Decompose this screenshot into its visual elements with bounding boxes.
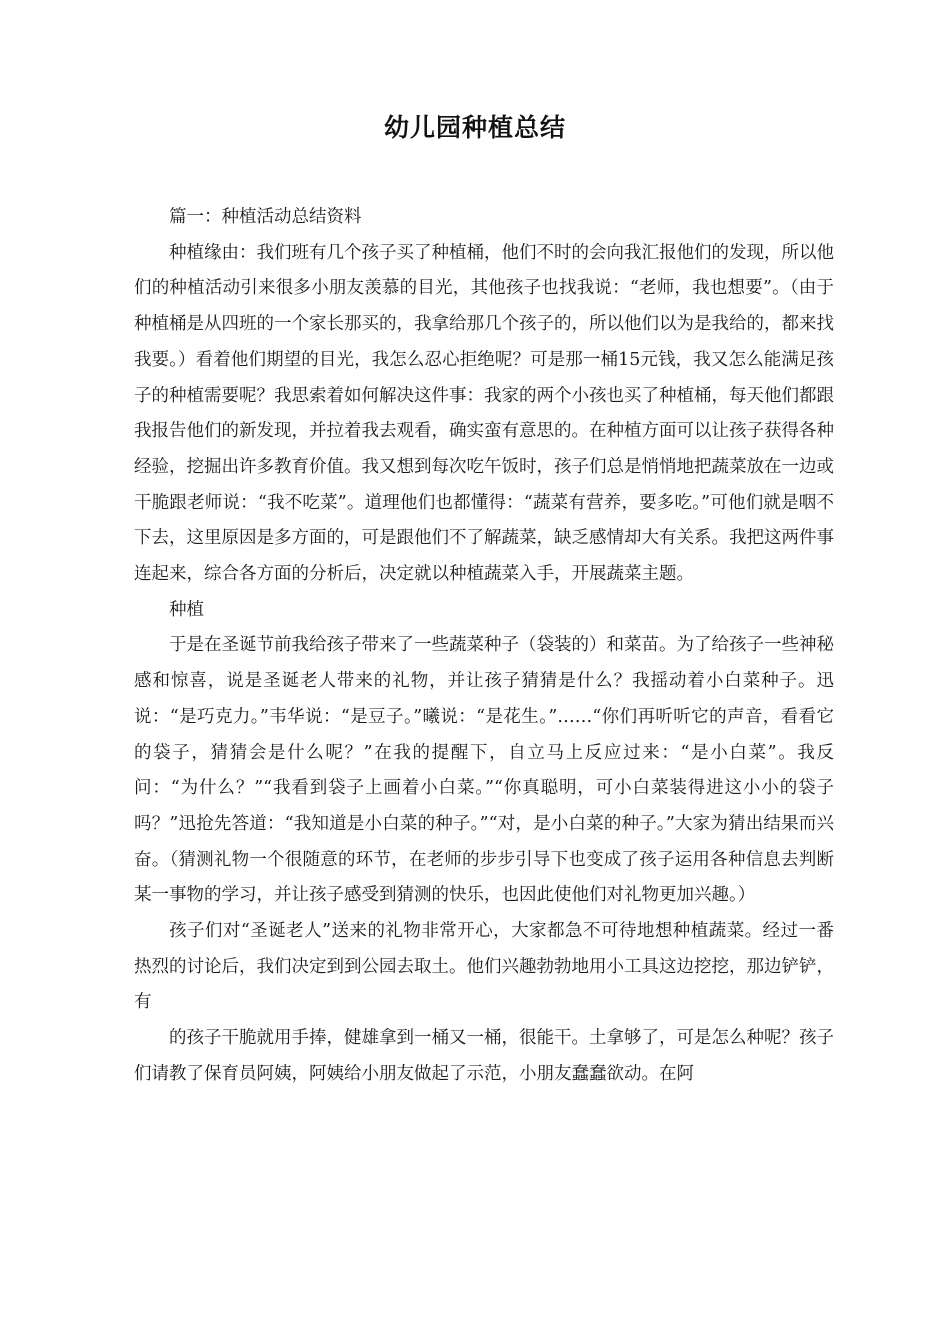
paragraph: 种植缘由：我们班有几个孩子买了种植桶，他们不时的会向我汇报他们的发现，所以他们的种植活动引来很多小朋友羡慕的目光，其他孩子也找我说：“老师，我也想要”。（由于种植桶是从四班的一个家长那买的，我拿给那几个孩子的，所以他们以为是我给的，都来找我要。）看着他们期望的目光，我怎么忍心拒绝呢？可是那一桶15元钱，我又怎么能满足孩子的种植需要呢？我思索着如何解决这件事：我家的两个小孩也买了种植桶，每天他们都跟我报告他们的新发现，并拉着我去观看，确实蛮有意思的。在种植方面可以让孩子获得各种经验，挖掘出许多教育价值。我又想到每次吃午饭时，孩子们总是悄悄地把蔬菜放在一边或干脆跟老师说：“我不吃菜”。道理他们也都懂得：“蔬菜有营养，要多吃。”可他们就是咽不下去，这里原因是多方面的，可是跟他们不了解蔬菜，缺乏感情却大有关系。我把这两件事连起来，综合各方面的分析后，决定就以种植蔬菜入手，开展蔬菜主题。 [134,242,834,585]
section-heading: 种植 [169,599,204,620]
paragraph: 于是在圣诞节前我给孩子带来了一些蔬菜种子（袋装的）和菜苗。为了给孩子一些神秘感和惊喜，说是圣诞老人带来的礼物，并让孩子猜猜是什么？我摇动着小白菜种子。迅说：“是巧克力。”韦华说：“是豆子。”曦说：“是花生。”……“你们再听听它的声音，看看它的袋子，猜猜会是什么呢？”在我的提醒下，自立马上反应过来：“是小白菜”。我反问：“为什么？”“我看到袋子上画着小白菜。”“你真聪明，可小白菜装得进这小小的袋子吗？”迅抢先答道：“我知道是小白菜的种子。”“对，是小白菜的种子。”大家为猜出结果而兴奋。（猜测礼物一个很随意的环节，在老师的步步引导下也变成了孩子运用各种信息去判断某一事物的学习，并让孩子感受到猜测的快乐，也因此使他们对礼物更加兴趣。） [134,635,834,906]
document-body [134,200,834,1093]
document-title: 幼儿园种植总结 [383,113,566,142]
paragraph: 的孩子干脆就用手捧，健雄拿到一桶又一桶，很能干。土拿够了，可是怎么种呢？孩子们请教了保育员阿姨，阿姨给小朋友做起了示范，小朋友蠢蠢欲动。在阿 [134,1028,834,1084]
section-heading: 篇一：种植活动总结资料 [169,207,362,227]
paragraph: 孩子们对“圣诞老人”送来的礼物非常开心，大家都急不可待地想种植蔬菜。经过一番热烈的讨论后，我们决定到到公园去取土。他们兴趣勃勃地用小工具这边挖挖，那边铲铲，有 [134,921,834,1013]
